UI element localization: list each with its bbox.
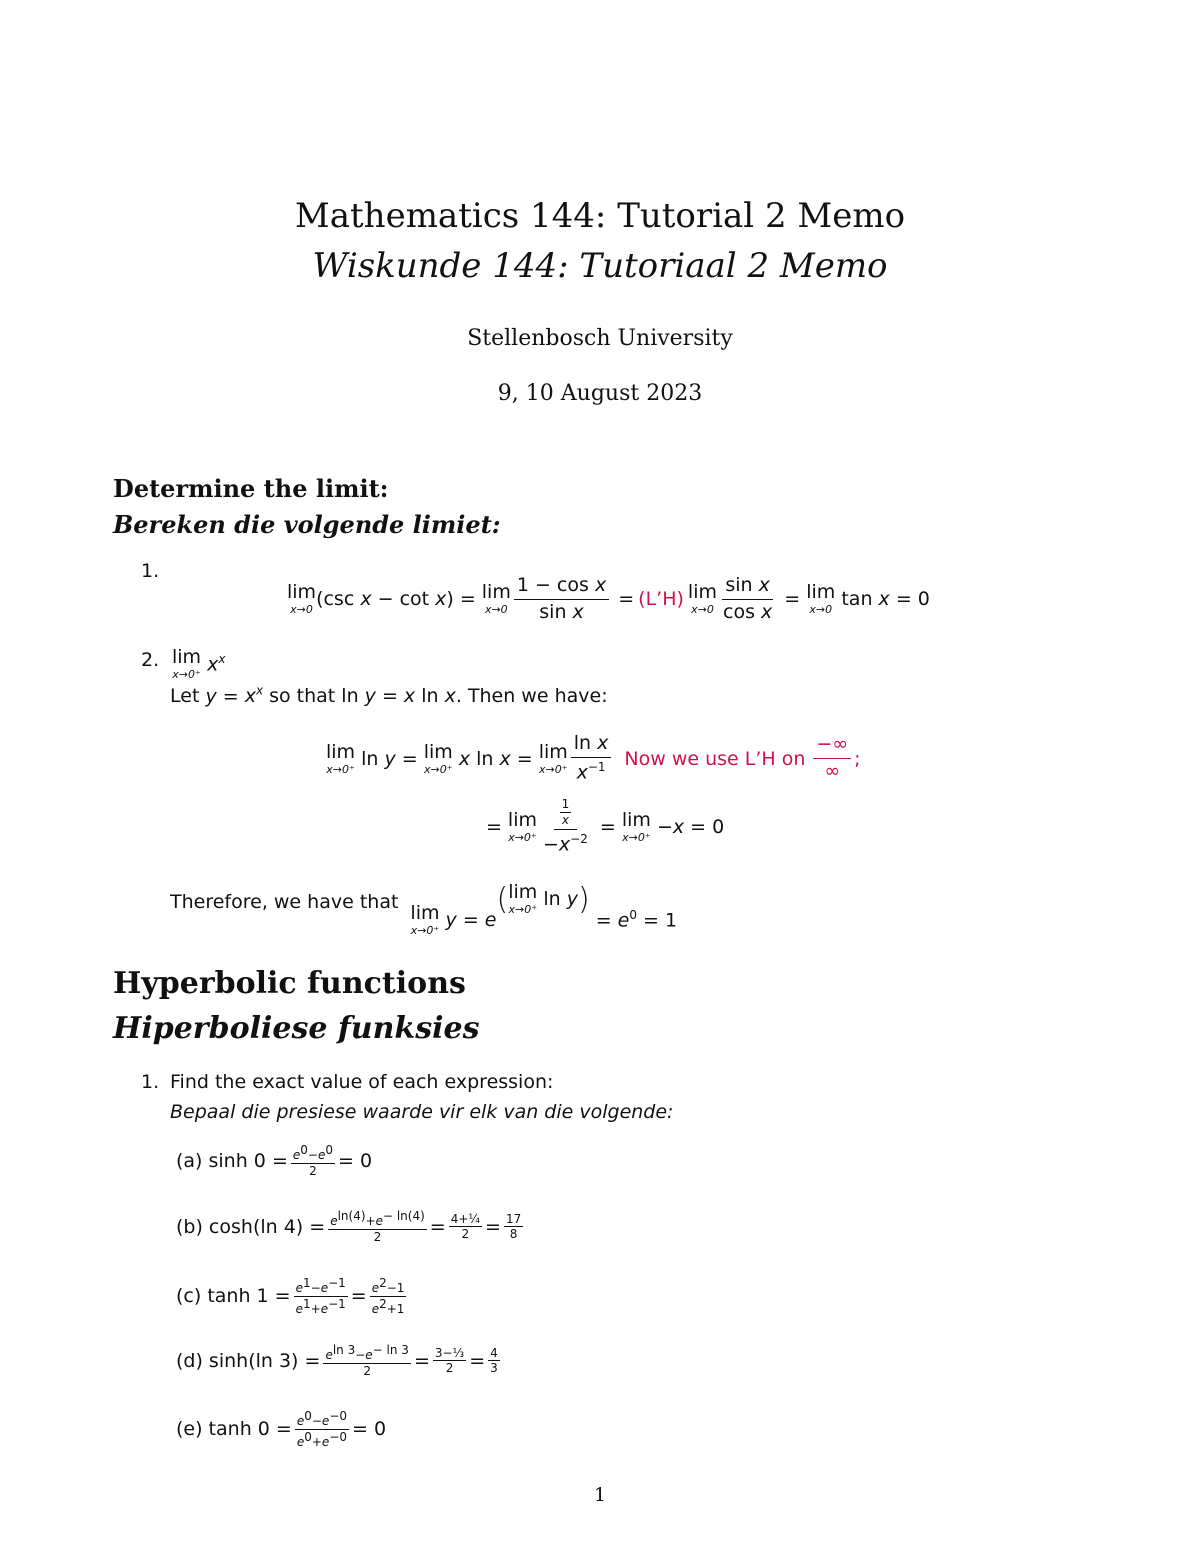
institution: Stellenbosch University bbox=[467, 326, 733, 351]
hyperbolic-c: (c) tanh 1 = $\frac{e^1-e^{-1}}{e^1+e^{-1}}$ = $\frac{e^2-1}{e^2+1}$ bbox=[176, 1276, 405, 1316]
section-heading-limits: Determine the limit: bbox=[113, 474, 389, 503]
equation-limit-1: lim x→0 (csc x − cot x) = lim x→0 $\frac{\text{1 − cos x}}{\text{sin x}}$ = (L’H) lim x→0 $\frac{\text{sin x}}{\text{cos x}}$ = lim x→0 tan x = 0 bbox=[287, 574, 930, 623]
equation-limit-2b: = lim x→0⁺ $\frac{\frac{1}{x}}{-x^{-2}}$ = lim x→0⁺ −x = 0 bbox=[486, 797, 725, 856]
hyperbolic-e: (e) tanh 0 = $\frac{e^0-e^{-0}}{e^0+e^{-0}}$ = 0 bbox=[176, 1409, 387, 1449]
conclusion-limit-2: Therefore, we have that lim x→0⁺ y = e ( lim x→0⁺ ln y ) = $e^0 = 1$ bbox=[170, 881, 678, 937]
label-b: (b) bbox=[176, 1215, 203, 1238]
label-d: (d) bbox=[176, 1349, 203, 1372]
section-heading-hyperbolic: Hyperbolic functions bbox=[113, 966, 466, 1001]
therefore-text: Therefore, we have that bbox=[170, 891, 399, 913]
section-heading-limits-af: Bereken die volgende limiet: bbox=[113, 510, 501, 539]
section-heading-hyperbolic-af: Hiperboliese funksies bbox=[113, 1011, 480, 1046]
item-number: 2. bbox=[141, 649, 160, 671]
label-c: (c) bbox=[176, 1285, 202, 1308]
equation-limit-2a: lim x→0⁺ ln y = lim x→0⁺ x ln x = lim x→0⁺ $\frac{\text{ln x}}{x^{-1}}$ Now we use L’H on $\frac{-\infty}{\infty}$ ; bbox=[326, 732, 861, 784]
label-a: (a) bbox=[176, 1149, 203, 1172]
limit-x-to-x: lim x→0⁺ $x^x$ bbox=[172, 646, 226, 681]
hyperbolic-d: (d) sinh(ln 3) = $\frac{e^{ln 3}-e^{- ln 3}}{2}$ = $\frac{\text{3−⅓}}{2}$ = $\frac{4}{3}$ bbox=[176, 1343, 498, 1378]
label-e: (e) bbox=[176, 1418, 203, 1441]
let-text: Let bbox=[170, 684, 200, 707]
instruction: Find the exact value of each expression: bbox=[170, 1071, 554, 1093]
item-number: 1. bbox=[141, 1071, 160, 1093]
page-number: 1 bbox=[593, 1484, 607, 1506]
page-title: Mathematics 144: Tutorial 2 Memo bbox=[294, 196, 906, 236]
hyperbolic-b: (b) cosh(ln 4) = $\frac{e^{ln(4)}+e^{- ln(4)}}{2}$ = $\frac{\text{4+¼}}{2}$ = $\frac{17}{8}$ bbox=[176, 1209, 522, 1244]
lhopital-inf-note: Now we use L’H on bbox=[624, 747, 806, 770]
item-number: 1. bbox=[141, 560, 160, 582]
hyperbolic-a: (a) sinh 0 = $\frac{e^0-e^0}{2}$ = 0 bbox=[176, 1143, 373, 1178]
let-statement: Let $y = x^x$ so that ln y = x ln x . Then we have: bbox=[170, 684, 608, 708]
page-title-af: Wiskunde 144: Tutoriaal 2 Memo bbox=[312, 246, 888, 286]
so-that-text: so that bbox=[269, 684, 336, 707]
then-text: . Then we have: bbox=[455, 684, 608, 707]
date: 9, 10 August 2023 bbox=[497, 381, 703, 406]
instruction-af: Bepaal die presiese waarde vir elk van die volgende: bbox=[170, 1101, 674, 1123]
lhopital-note: (L’H) bbox=[638, 588, 684, 611]
